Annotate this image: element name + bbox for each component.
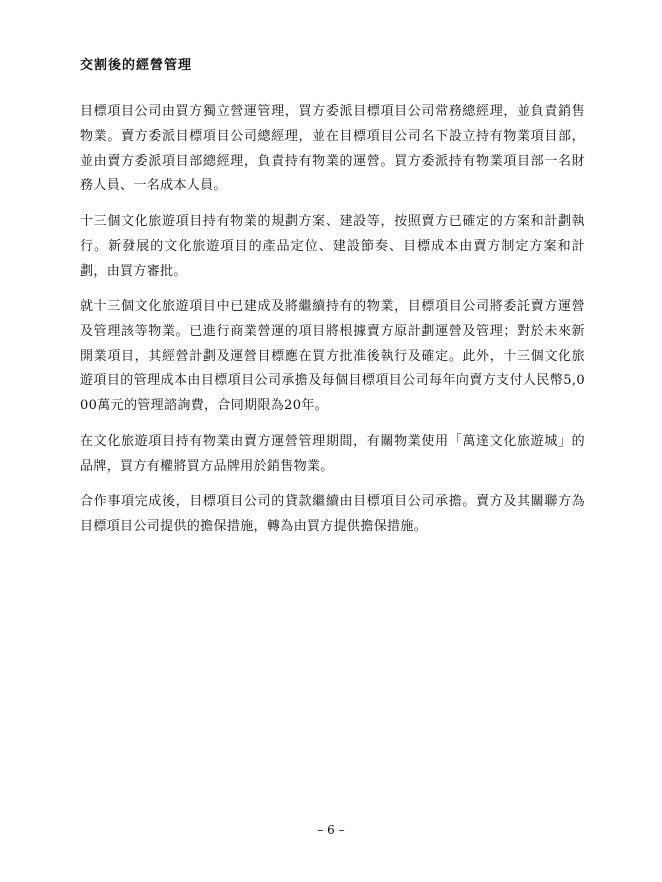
section-heading: 交割後的經營管理 <box>80 58 193 73</box>
paragraph-operation-entrustment: 就十三個文化旅遊項目中已建成及將繼續持有的物業，目標項目公司將委託賣方運營及管理該等物業。已進行商業營運的項目將根據賣方原計劃運營及管理；對於未來新開業項目，其經營計劃及運營目標應在買方批准後執行及確定。此外，十三個文化旅遊項目的管理成本由目標項目公司承擔及每個目標項目公司每年向賣方支付人民幣5,000萬元的管理諮詢費，合同期限為20年。 <box>80 299 585 414</box>
paragraph-loans-guarantees: 合作事項完成後，目標項目公司的貸款繼續由目標項目公司承擔。賣方及其關聯方為目標項目公司提供的擔保措施，轉為由買方提供擔保措施。 <box>80 494 585 534</box>
paragraph-brand-usage: 在文化旅遊項目持有物業由賣方運營管理期間，有關物業使用「萬達文化旅遊城」的品牌，買方有權將買方品牌用於銷售物業。 <box>80 434 585 474</box>
paragraph-management-structure: 目標項目公司由買方獨立營運管理，買方委派目標項目公司常務總經理，並負責銷售物業。賣方委派目標項目公司總經理，並在目標項目公司名下設立持有物業項目部，並由賣方委派項目部總經理，負責持有物業的運營。買方委派持有物業項目部一名財務人員、一名成本人員。 <box>80 104 585 194</box>
page-number: – 6 – <box>317 823 345 837</box>
paragraph-planning-approval: 十三個文化旅遊項目持有物業的規劃方案、建設等，按照賣方已確定的方案和計劃執行。新發展的文化旅遊項目的產品定位、建設節奏、目標成本由賣方制定方案和計劃，由買方審批。 <box>80 214 585 279</box>
